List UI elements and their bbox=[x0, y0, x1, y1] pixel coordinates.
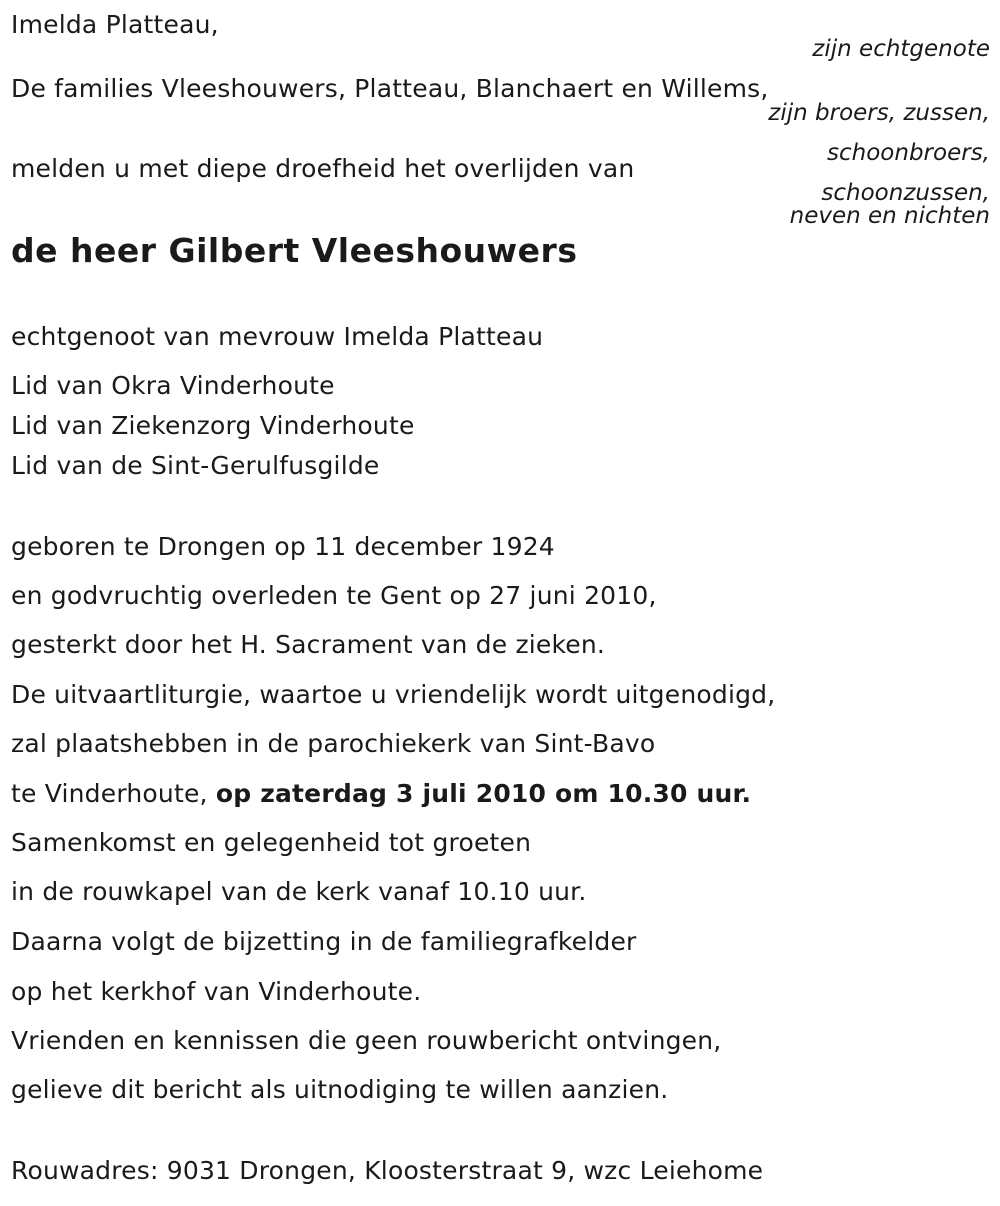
when-line bbox=[11, 779, 751, 809]
when-datetime: op zaterdag 3 juli 2010 om 10.30 uur. bbox=[215, 779, 752, 808]
friends-line: Vrienden en kennissen die geen rouwbericht ontvingen, bbox=[11, 1026, 722, 1055]
place-line: zal plaatshebben in de parochiekerk van Sint-Bavo bbox=[11, 729, 656, 758]
families-line: De families Vleeshouwers, Platteau, Blanchaert en Willems, bbox=[11, 74, 769, 103]
announce-line: melden u met diepe droefheid het overlijden van bbox=[11, 154, 635, 183]
membership-ziekenzorg: Lid van Ziekenzorg Vinderhoute bbox=[11, 411, 415, 440]
family-role-3: schoonzussen, bbox=[821, 180, 990, 206]
deceased-name: de heer Gilbert Vleeshouwers bbox=[11, 231, 578, 270]
died-line: en godvruchtig overleden te Gent op 27 juni 2010, bbox=[11, 581, 657, 610]
burial-line: Daarna volgt de bijzetting in de familiegrafkelder bbox=[11, 927, 637, 956]
funeral-address: Rouwadres: 9031 Drongen, Kloosterstraat 9, wzc Leiehome bbox=[11, 1156, 764, 1185]
chapel-line: in de rouwkapel van de kerk vanaf 10.10 uur. bbox=[11, 877, 587, 906]
born-line: geboren te Drongen op 11 december 1924 bbox=[11, 532, 555, 561]
cemetery-line: op het kerkhof van Vinderhoute. bbox=[11, 977, 422, 1006]
liturgy-line: De uitvaartliturgie, waartoe u vriendelijk wordt uitgenodigd, bbox=[11, 680, 776, 709]
spouse-role: zijn echtgenote bbox=[812, 36, 990, 62]
family-role-2: schoonbroers, bbox=[827, 140, 990, 166]
when-prefix: te Vinderhoute, bbox=[11, 779, 216, 808]
sacrament-line: gesterkt door het H. Sacrament van de zieken. bbox=[11, 630, 606, 659]
family-role-4: neven en nichten bbox=[789, 203, 990, 229]
invitation-line: gelieve dit bericht als uitnodiging te willen aanzien. bbox=[11, 1075, 669, 1104]
family-role-1: zijn broers, zussen, bbox=[768, 100, 990, 126]
spouse-name: Imelda Platteau, bbox=[11, 10, 219, 39]
gathering-line: Samenkomst en gelegenheid tot groeten bbox=[11, 828, 532, 857]
membership-okra: Lid van Okra Vinderhoute bbox=[11, 371, 335, 400]
spouse-of-line: echtgenoot van mevrouw Imelda Platteau bbox=[11, 322, 544, 351]
membership-gilde: Lid van de Sint-Gerulfusgilde bbox=[11, 451, 380, 480]
